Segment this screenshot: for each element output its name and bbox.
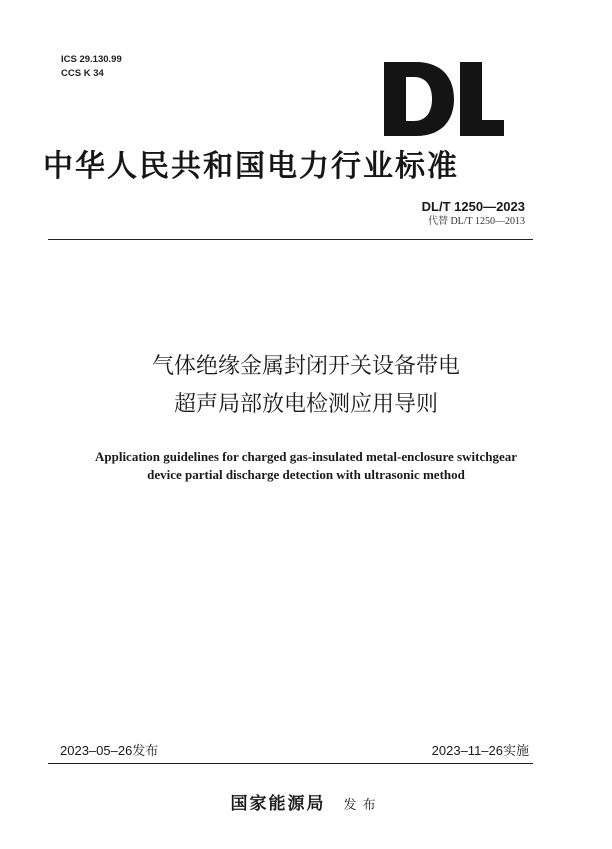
publisher-line <box>0 789 612 814</box>
effective-date: 2023–11–26实施 <box>431 743 529 758</box>
ics-code: ICS 29.130.99 <box>61 54 122 65</box>
english-title-line-2: device partial discharge detection with ultrasonic method <box>147 467 465 482</box>
publisher-name: 国家能源局 <box>230 794 326 814</box>
publisher-action: 发布 <box>343 798 382 813</box>
chinese-title <box>0 348 612 424</box>
classification-codes <box>61 53 122 81</box>
chinese-title-line-1: 气体绝缘金属封闭开关设备带电 <box>151 354 460 379</box>
organization-title: 中华人民共和国电力行业标准 <box>43 149 459 184</box>
english-title <box>0 448 612 484</box>
ccs-code: CCS K 34 <box>61 68 104 79</box>
dl-logo <box>382 60 506 138</box>
replaces-standard: 代替 DL/T 1250—2013 <box>427 216 525 227</box>
footer-divider <box>48 763 533 764</box>
standard-number: DL/T 1250—2023 <box>421 199 525 214</box>
chinese-title-line-2: 超声局部放电检测应用导则 <box>173 392 438 417</box>
english-title-line-1: Application guidelines for charged gas-insulated metal-enclosure switchgear <box>94 449 517 464</box>
issue-date: 2023–05–26发布 <box>60 743 159 758</box>
standard-number-block <box>422 198 525 228</box>
header-divider <box>48 239 533 240</box>
